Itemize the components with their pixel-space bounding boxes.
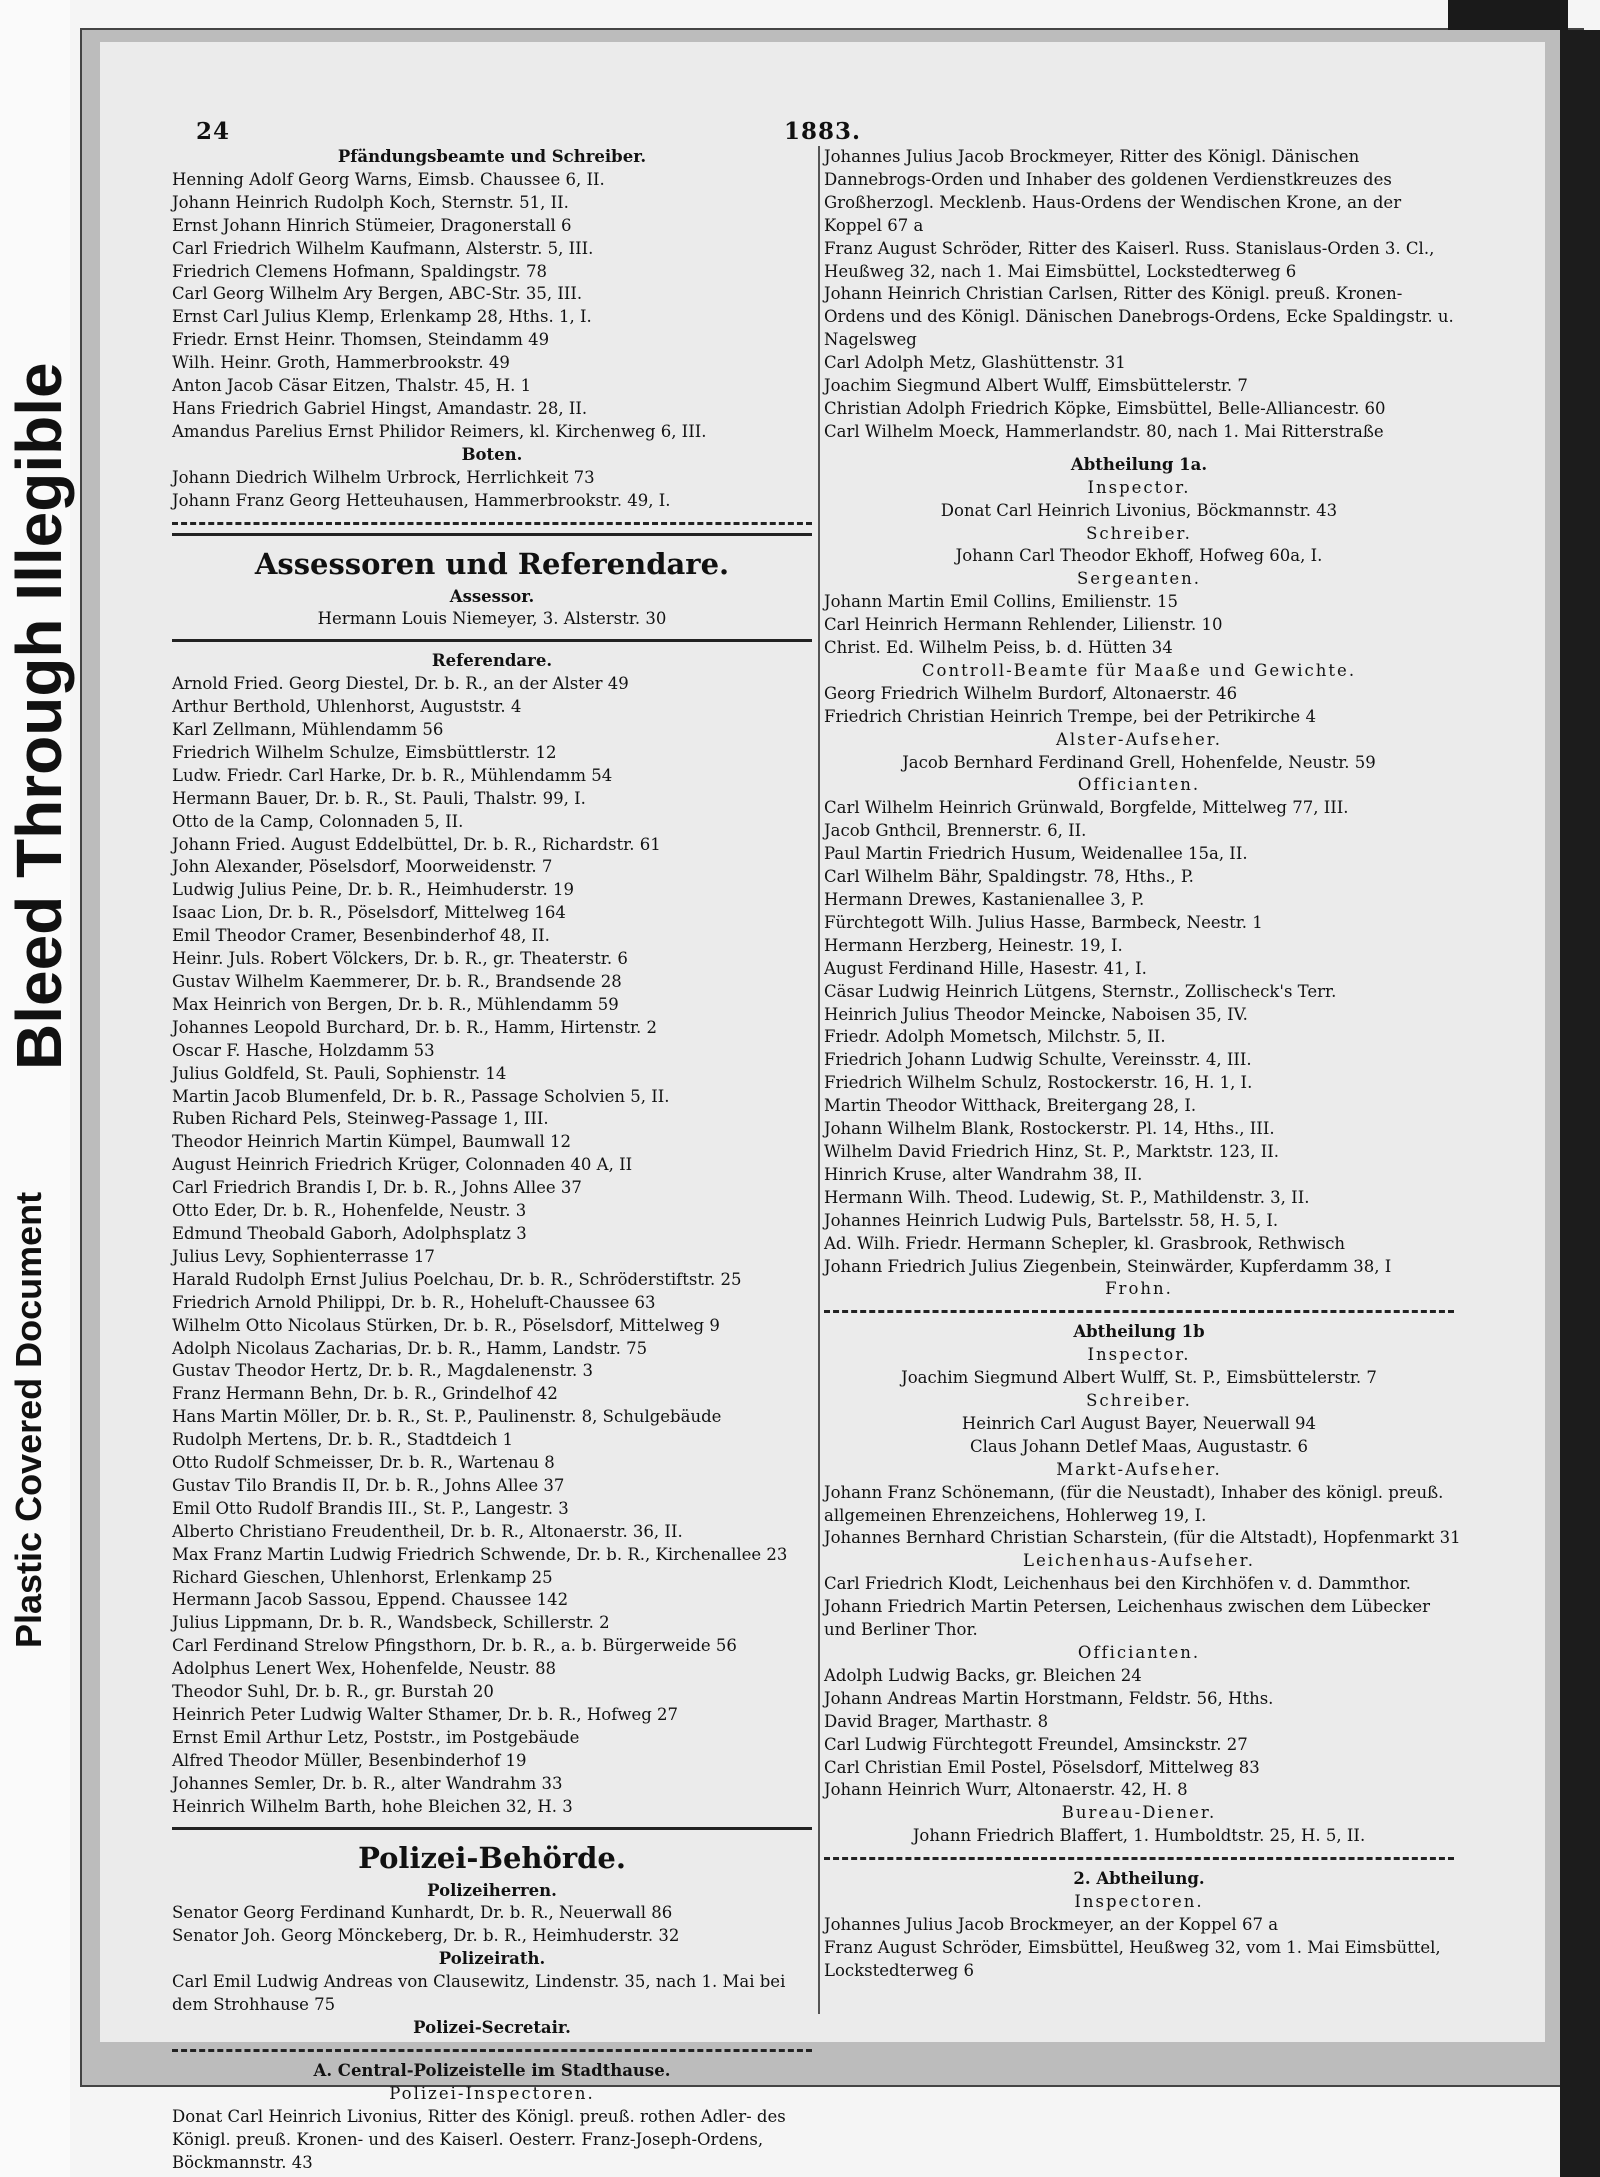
- entry-line: Alberto Christiano Freudentheil, Dr. b. R., Altonaerstr. 36, II.: [172, 1521, 683, 1541]
- entry-line: Ernst Johann Hinrich Stümeier, Dragonerstall 6: [172, 215, 572, 235]
- subsection-heading: Frohn.: [1105, 1279, 1173, 1299]
- entry-line: Friedr. Adolph Mometsch, Milchstr. 5, II.: [824, 1027, 1166, 1047]
- entry-line: Adolph Ludwig Backs, gr. Bleichen 24: [824, 1665, 1142, 1685]
- scan-note-bleed: Bleed Through Illegible: [3, 362, 75, 1070]
- entry-line: Joachim Siegmund Albert Wulff, St. P., Eimsbüttelerstr. 7: [901, 1368, 1377, 1388]
- entry-line: Christ. Ed. Wilhelm Peiss, b. d. Hütten 34: [824, 638, 1173, 658]
- section-heading: Pfändungsbeamte und Schreiber.: [337, 147, 647, 166]
- entry-line: Christian Adolph Friedrich Köpke, Eimsbüttel, Belle-Alliancestr. 60: [824, 398, 1386, 418]
- entry-line: Arnold Fried. Georg Diestel, Dr. b. R., an der Alster 49: [172, 674, 629, 694]
- entry-line: Heinrich Peter Ludwig Walter Sthamer, Dr. b. R., Hofweg 27: [172, 1705, 679, 1724]
- dashed-separator: [824, 1857, 1454, 1860]
- entry-line: Wilhelm Otto Nicolaus Stürken, Dr. b. R., Pöselsdorf, Mittelweg 9: [172, 1315, 720, 1335]
- entry-line: Gustav Theodor Hertz, Dr. b. R., Magdalenenstr. 3: [172, 1361, 594, 1381]
- page-number: 24: [196, 118, 231, 145]
- entry-line: Adolphus Lenert Wex, Hohenfelde, Neustr. 88: [172, 1659, 557, 1679]
- entry-line: Richard Gieschen, Uhlenhorst, Erlenkamp 25: [172, 1567, 553, 1587]
- section-heading: Abtheilung 1a.: [1070, 454, 1208, 474]
- scan-sidebar: [0, 0, 75, 2177]
- entry-line: Friedrich Clemens Hofmann, Spaldingstr. 78: [172, 261, 547, 281]
- entry-line: Johann Carl Theodor Ekhoff, Hofweg 60a, I.: [955, 546, 1323, 566]
- subsection-heading: Schreiber.: [1086, 1391, 1192, 1411]
- entry-line: Friedrich Christian Heinrich Trempe, bei der Petrikirche 4: [824, 706, 1316, 726]
- entry-line: Martin Theodor Witthack, Breitergang 28, I.: [824, 1096, 1197, 1116]
- entry-line: Carl Ludwig Fürchtegott Freundel, Amsinckstr. 27: [824, 1734, 1248, 1754]
- section-heading: A. Central-Polizeistelle im Stadthause.: [313, 2060, 671, 2080]
- entry-line: Hans Martin Möller, Dr. b. R., St. P., Paulinenstr. 8, Schulgebäude: [172, 1407, 722, 1427]
- entry-line-wrapped: Johann Heinrich Christian Carlsen, Ritter des Königl. preuß. Kronen-Ordens und des Königl. Dänischen Danebrogs-Ordens, Ecke Spaldingstr. u. Nagelsweg: [824, 284, 1454, 350]
- entry-line: Gustav Wilhelm Kaemmerer, Dr. b. R., Brandsende 28: [172, 972, 622, 991]
- entry-line: Emil Otto Rudolf Brandis III., St. P., Langestr. 3: [172, 1498, 569, 1518]
- entry-line: Carl Ferdinand Strelow Pfingsthorn, Dr. b. R., a. b. Bürgerweide 56: [172, 1636, 737, 1656]
- entry-line: Friedrich Wilhelm Schulze, Eimsbüttlerstr. 12: [172, 742, 557, 762]
- section-heading: Abtheilung 1b: [1073, 1322, 1205, 1342]
- entry-line: Jacob Bernhard Ferdinand Grell, Hohenfelde, Neustr. 59: [902, 752, 1376, 772]
- spacer: [824, 444, 1454, 454]
- entry-line: Ruben Richard Pels, Steinweg-Passage 1, III.: [172, 1109, 549, 1129]
- entry-line: Gustav Tilo Brandis II, Dr. b. R., Johns Allee 37: [172, 1475, 565, 1495]
- scan-edge-top: [1448, 0, 1568, 30]
- entry-line: Karl Zellmann, Mühlendamm 56: [172, 720, 444, 740]
- entry-line: Julius Lippmann, Dr. b. R., Wandsbeck, Schillerstr. 2: [172, 1613, 610, 1633]
- entry-line: Edmund Theobald Gaborh, Adolphsplatz 3: [172, 1223, 527, 1243]
- entry-line: Wilh. Heinr. Groth, Hammerbrookstr. 49: [172, 353, 510, 373]
- entry-line: Hermann Drewes, Kastanienallee 3, P.: [824, 890, 1145, 909]
- entry-line: Carl Friedrich Klodt, Leichenhaus bei den Kirchhöfen v. d. Dammthor.: [824, 1574, 1411, 1594]
- entry-line: Johann Diedrich Wilhelm Urbrock, Herrlichkeit 73: [172, 467, 595, 487]
- entry-line: Friedr. Ernst Heinr. Thomsen, Steindamm 49: [172, 330, 550, 350]
- entry-line: Martin Jacob Blumenfeld, Dr. b. R., Passage Scholvien 5, II.: [172, 1086, 670, 1106]
- entry-line: Theodor Suhl, Dr. b. R., gr. Burstah 20: [172, 1682, 494, 1702]
- dashed-separator: [824, 1310, 1454, 1313]
- subsection-heading: Polizei-Inspectoren.: [389, 2083, 595, 2103]
- entry-line: Henning Adolf Georg Warns, Eimsb. Chaussee 6, II.: [172, 169, 605, 189]
- entry-line: Hans Friedrich Gabriel Hingst, Amandastr. 28, II.: [172, 398, 588, 418]
- entry-line: Johann Martin Emil Collins, Emilienstr. 15: [824, 592, 1178, 612]
- subsection-heading: Officianten.: [1077, 1643, 1201, 1662]
- entry-line: Senator Joh. Georg Mönckeberg, Dr. b. R., Heimhuderstr. 32: [172, 1926, 680, 1946]
- solid-separator: [172, 533, 812, 536]
- section-heading: Polizeiherren.: [427, 1880, 557, 1900]
- entry-line-wrapped: Franz August Schröder, Ritter des Kaiserl. Russ. Stanislaus-Orden 3. Cl., Heußweg 32, nach 1. Mai Eimsbüttel, Lockstedterweg 6: [824, 238, 1435, 281]
- entry-line: Johannes Semler, Dr. b. R., alter Wandrahm 33: [172, 1773, 563, 1793]
- entry-line: Johann Friedrich Blaffert, 1. Humboldtstr. 25, H. 5, II.: [912, 1826, 1366, 1846]
- entry-line: Carl Christian Emil Postel, Pöselsdorf, Mittelweg 83: [824, 1757, 1260, 1777]
- entry-line: Ernst Emil Arthur Letz, Poststr., im Postgebäude: [172, 1727, 580, 1747]
- entry-line: Friedrich Johann Ludwig Schulte, Vereinsstr. 4, III.: [824, 1050, 1252, 1070]
- entry-line: John Alexander, Pöselsdorf, Moorweidenstr. 7: [172, 857, 553, 877]
- right-column: [824, 146, 1461, 1983]
- entry-line: Senator Georg Ferdinand Kunhardt, Dr. b. R., Neuerwall 86: [172, 1903, 673, 1923]
- entry-line: Isaac Lion, Dr. b. R., Pöselsdorf, Mittelweg 164: [172, 903, 566, 923]
- entry-line: Paul Martin Friedrich Husum, Weidenallee 15a, II.: [824, 844, 1248, 864]
- entry-line: Rudolph Mertens, Dr. b. R., Stadtdeich 1: [172, 1430, 513, 1450]
- entry-line: Johannes Heinrich Ludwig Puls, Bartelsstr. 58, H. 5, I.: [824, 1210, 1279, 1230]
- entry-line: Oscar F. Hasche, Holzdamm 53: [172, 1040, 435, 1060]
- subsection-heading: Officianten.: [1077, 775, 1201, 795]
- entry-line: Georg Friedrich Wilhelm Burdorf, Altonaerstr. 46: [824, 683, 1238, 703]
- subsection-heading: Controll-Beamte für Maaße und Gewichte.: [921, 660, 1357, 680]
- entry-line: Jacob Gnthcil, Brennerstr. 6, II.: [824, 821, 1087, 841]
- entry-line: Amandus Parelius Ernst Philidor Reimers, kl. Kirchenweg 6, III.: [172, 421, 707, 441]
- subsection-heading: Bureau-Diener.: [1061, 1803, 1217, 1823]
- entry-line: Hermann Herzberg, Heinestr. 19, I.: [824, 935, 1123, 955]
- entry-line: Johannes Julius Jacob Brockmeyer, an der Koppel 67 a: [824, 1914, 1279, 1934]
- major-heading: Assessoren und Referendare.: [254, 546, 730, 581]
- entry-line: Carl Heinrich Hermann Rehlender, Lilienstr. 10: [824, 615, 1223, 635]
- entry-line: Julius Levy, Sophienterrasse 17: [172, 1246, 435, 1266]
- entry-line-wrapped: Donat Carl Heinrich Livonius, Ritter des Königl. preuß. rothen Adler- des Königl. preuß. Kronen- und des Kaiserl. Oesterr. Franz-Joseph-Ordens, Böckmannstr. 43: [172, 2106, 786, 2172]
- entry-line: Hermann Louis Niemeyer, 3. Alsterstr. 30: [317, 609, 667, 629]
- entry-line: Otto de la Camp, Colonnaden 5, II.: [172, 811, 464, 831]
- entry-line: Adolph Nicolaus Zacharias, Dr. b. R., Hamm, Landstr. 75: [172, 1338, 648, 1358]
- entry-line: Heinrich Carl August Bayer, Neuerwall 94: [961, 1413, 1317, 1433]
- subsection-heading: Inspector.: [1087, 477, 1191, 497]
- entry-line: Donat Carl Heinrich Livonius, Böckmannstr. 43: [940, 500, 1338, 520]
- entry-line: Carl Adolph Metz, Glashüttenstr. 31: [824, 353, 1126, 373]
- entry-line: Friedrich Arnold Philippi, Dr. b. R., Hoheluft-Chaussee 63: [172, 1292, 656, 1312]
- page-year: 1883.: [784, 118, 862, 145]
- entry-line-wrapped: Carl Emil Ludwig Andreas von Clausewitz, Lindenstr. 35, nach 1. Mai bei dem Strohhause 75: [172, 1972, 786, 2015]
- entry-line: Ludwig Julius Peine, Dr. b. R., Heimhuderstr. 19: [172, 880, 574, 900]
- solid-separator: [172, 1827, 812, 1830]
- entry-line: Max Heinrich von Bergen, Dr. b. R., Mühlendamm 59: [172, 994, 619, 1014]
- entry-line: Carl Friedrich Brandis I, Dr. b. R., Johns Allee 37: [172, 1178, 582, 1198]
- section-heading: Polizeirath.: [438, 1949, 546, 1969]
- entry-line: Julius Goldfeld, St. Pauli, Sophienstr. 14: [172, 1063, 507, 1083]
- subsection-heading: Inspectoren.: [1074, 1892, 1204, 1912]
- entry-line: Carl Wilhelm Moeck, Hammerlandstr. 80, nach 1. Mai Ritterstraße: [824, 421, 1384, 441]
- section-heading: Assessor.: [449, 586, 535, 606]
- entry-line: Hermann Wilh. Theod. Ludewig, St. P., Mathildenstr. 3, II.: [824, 1187, 1310, 1207]
- column-divider: [818, 146, 820, 2014]
- section-heading: Boten.: [461, 444, 523, 464]
- entry-line: Anton Jacob Cäsar Eitzen, Thalstr. 45, H. 1: [172, 376, 532, 396]
- entry-line: Otto Rudolf Schmeisser, Dr. b. R., Wartenau 8: [172, 1453, 555, 1473]
- entry-line: Joachim Siegmund Albert Wulff, Eimsbüttelerstr. 7: [824, 376, 1248, 396]
- section-heading: Polizei-Secretair.: [413, 2017, 571, 2037]
- entry-line: Hinrich Kruse, alter Wandrahm 38, II.: [824, 1164, 1143, 1184]
- entry-line: Johann Fried. August Eddelbüttel, Dr. b. R., Richardstr. 61: [172, 834, 661, 854]
- entry-line: Johann Heinrich Rudolph Koch, Sternstr. 51, II.: [172, 192, 569, 212]
- entry-line: Alfred Theodor Müller, Besenbinderhof 19: [172, 1750, 527, 1770]
- scan-edge-right: [1560, 30, 1600, 2177]
- section-heading: 2. Abtheilung.: [1073, 1869, 1205, 1889]
- entry-line: Hermann Bauer, Dr. b. R., St. Pauli, Thalstr. 99, I.: [172, 788, 586, 808]
- entry-line-wrapped: Johann Franz Schönemann, (für die Neustadt), Inhaber des königl. preuß. allgemeinen Ehrenzeichens, Hohlerweg 19, I.: [824, 1482, 1444, 1525]
- entry-line: Theodor Heinrich Martin Kümpel, Baumwall 12: [172, 1132, 572, 1152]
- entry-line: Hermann Jacob Sassou, Eppend. Chaussee 142: [172, 1590, 569, 1610]
- entry-line: Carl Georg Wilhelm Ary Bergen, ABC-Str. 35, III.: [172, 284, 583, 304]
- entry-line: Johann Franz Georg Hetteuhausen, Hammerbrookstr. 49, I.: [172, 490, 671, 510]
- entry-line: Max Franz Martin Ludwig Friedrich Schwende, Dr. b. R., Kirchenallee 23: [172, 1544, 788, 1564]
- entry-line: Heinrich Wilhelm Barth, hohe Bleichen 32, H. 3: [172, 1796, 573, 1816]
- entry-line: Wilhelm David Friedrich Hinz, St. P., Marktstr. 123, II.: [824, 1141, 1280, 1161]
- entry-line-wrapped: Johannes Julius Jacob Brockmeyer, Ritter des Königl. Dänischen Dannebrogs-Orden und Inhaber des goldenen Verdienstkreuzes des Großherzogl. Mecklenb. Haus-Ordens der Wendischen Krone, an der Koppel 67 a: [824, 147, 1402, 235]
- entry-line: Fürchtegott Wilh. Julius Hasse, Barmbeck, Neestr. 1: [824, 912, 1263, 932]
- entry-line: Ad. Wilh. Friedr. Hermann Schepler, kl. Grasbrook, Rethwisch: [824, 1233, 1346, 1253]
- section-heading: Referendare.: [431, 651, 553, 671]
- entry-line: Carl Wilhelm Bähr, Spaldingstr. 78, Hths., P.: [824, 867, 1194, 887]
- entry-line: Friedrich Wilhelm Schulz, Rostockerstr. 16, H. 1, I.: [824, 1073, 1253, 1093]
- scan-note-plastic: Plastic Covered Document: [8, 1191, 49, 1648]
- entry-line: Johannes Bernhard Christian Scharstein, (für die Altstadt), Hopfenmarkt 31: [824, 1528, 1461, 1548]
- entry-line: Otto Eder, Dr. b. R., Hohenfelde, Neustr. 3: [172, 1201, 527, 1221]
- dashed-separator: [172, 522, 812, 525]
- entry-line: Johannes Leopold Burchard, Dr. b. R., Hamm, Hirtenstr. 2: [172, 1017, 658, 1037]
- solid-separator: [172, 639, 812, 642]
- entry-line: Johann Heinrich Wurr, Altonaerstr. 42, H. 8: [824, 1780, 1188, 1800]
- entry-line: Carl Wilhelm Heinrich Grünwald, Borgfelde, Mittelweg 77, III.: [824, 798, 1349, 818]
- entry-line: Johann Wilhelm Blank, Rostockerstr. Pl. 14, Hths., III.: [824, 1119, 1275, 1139]
- entry-line: Emil Theodor Cramer, Besenbinderhof 48, II.: [172, 926, 550, 946]
- entry-line: Ludw. Friedr. Carl Harke, Dr. b. R., Mühlendamm 54: [172, 765, 613, 785]
- entry-line: David Brager, Marthastr. 8: [824, 1711, 1049, 1731]
- entry-line: Arthur Berthold, Uhlenhorst, Auguststr. 4: [172, 697, 522, 717]
- entry-line: Carl Friedrich Wilhelm Kaufmann, Alsterstr. 5, III.: [172, 238, 594, 258]
- subsection-heading: Inspector.: [1087, 1345, 1191, 1365]
- subsection-heading: Sergeanten.: [1076, 569, 1201, 589]
- entry-line: Heinr. Juls. Robert Völckers, Dr. b. R., gr. Theaterstr. 6: [172, 949, 628, 969]
- entry-line: Harald Rudolph Ernst Julius Poelchau, Dr. b. R., Schröderstiftstr. 25: [172, 1269, 742, 1289]
- entry-line-wrapped: Franz August Schröder, Eimsbüttel, Heußweg 32, vom 1. Mai Eimsbüttel, Lockstedterweg 6: [824, 1937, 1441, 1980]
- entry-line: Johann Friedrich Julius Ziegenbein, Steinwärder, Kupferdamm 38, I: [824, 1256, 1392, 1276]
- entry-line: August Ferdinand Hille, Hasestr. 41, I.: [824, 958, 1147, 978]
- entry-line: Cäsar Ludwig Heinrich Lütgens, Sternstr., Zollischeck's Terr.: [824, 981, 1337, 1001]
- entry-line: August Heinrich Friedrich Krüger, Colonnaden 40 A, II: [172, 1155, 633, 1175]
- subsection-heading: Markt-Aufseher.: [1056, 1459, 1222, 1479]
- major-heading: Polizei-Behörde.: [358, 1840, 626, 1875]
- entry-line-wrapped: Johann Friedrich Martin Petersen, Leichenhaus zwischen dem Lübecker und Berliner Thor.: [824, 1597, 1431, 1640]
- entry-line: Ernst Carl Julius Klemp, Erlenkamp 28, Hths. 1, I.: [172, 307, 592, 327]
- dashed-separator: [172, 2049, 812, 2052]
- entry-line: Heinrich Julius Theodor Meincke, Naboisen 35, IV.: [824, 1004, 1248, 1024]
- subsection-heading: Schreiber.: [1086, 523, 1192, 543]
- left-column: [172, 146, 812, 2174]
- entry-line: Claus Johann Detlef Maas, Augustastr. 6: [970, 1436, 1308, 1456]
- entry-line: Johann Andreas Martin Horstmann, Feldstr. 56, Hths.: [824, 1688, 1274, 1708]
- subsection-heading: Alster-Aufseher.: [1055, 729, 1223, 749]
- entry-line: Franz Hermann Behn, Dr. b. R., Grindelhof 42: [172, 1384, 558, 1404]
- subsection-heading: Leichenhaus-Aufseher.: [1023, 1551, 1255, 1571]
